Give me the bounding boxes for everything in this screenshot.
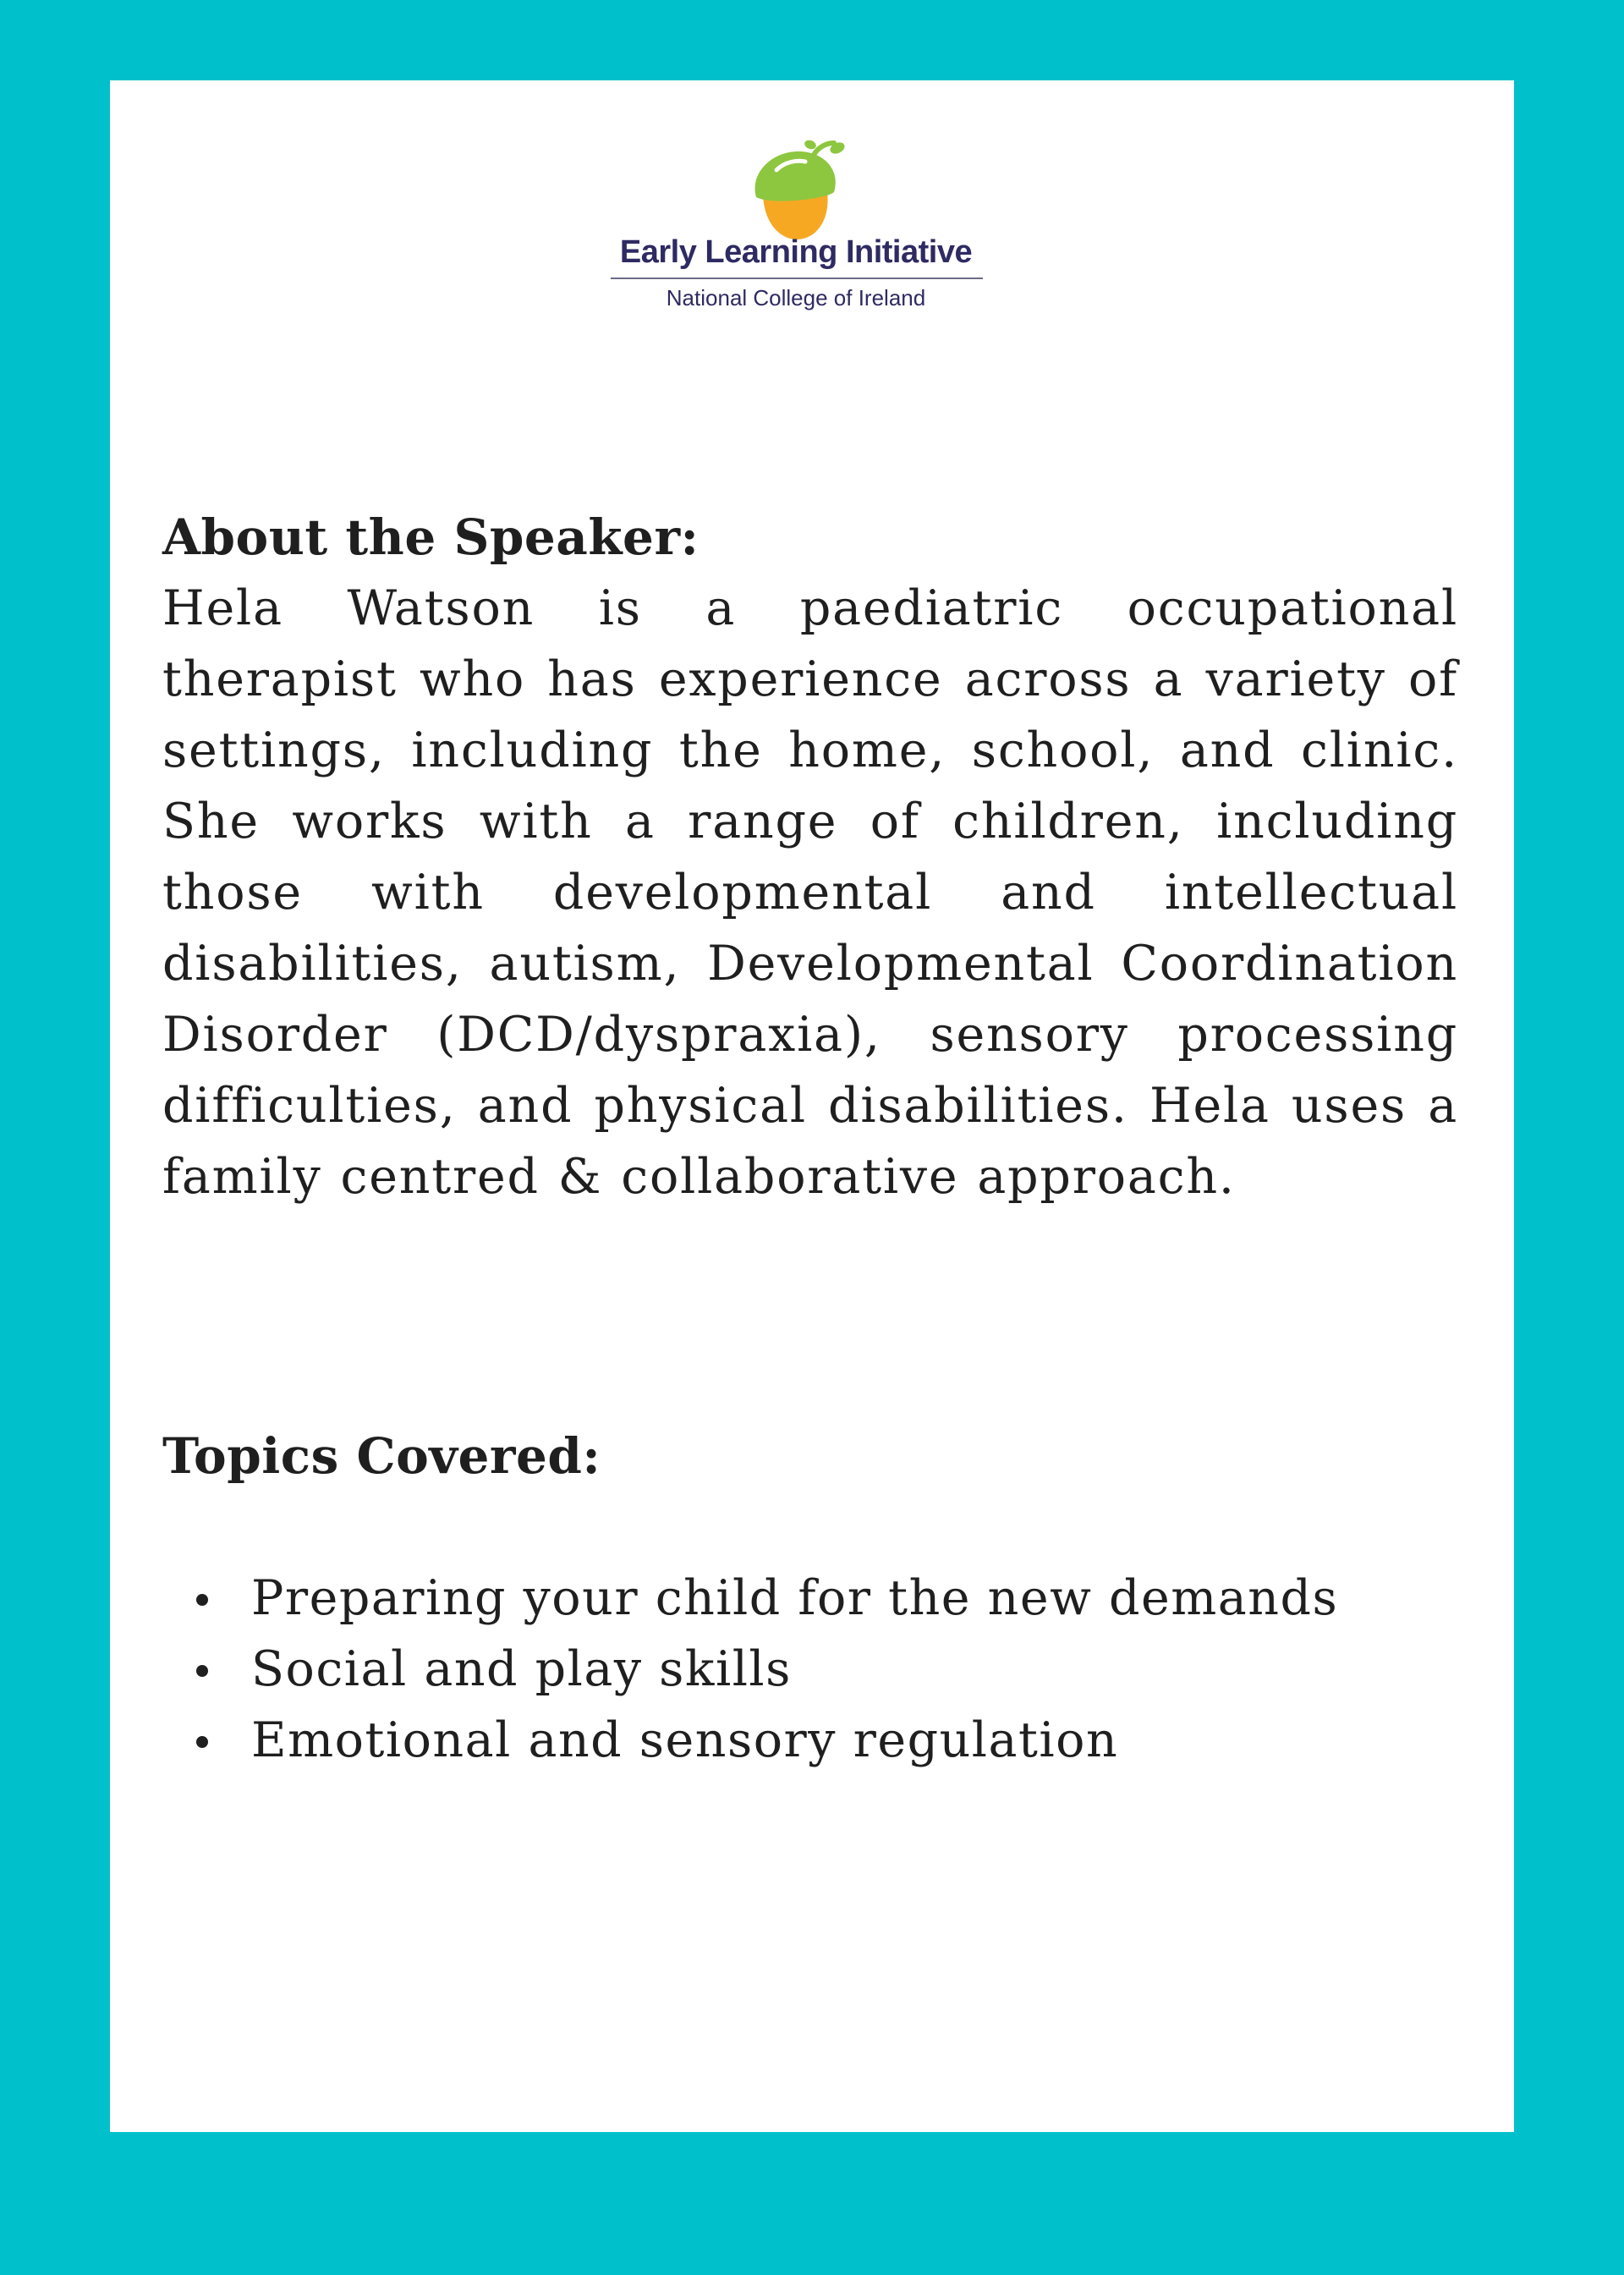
flyer-content [162,502,1458,1776]
topics-list [162,1563,1458,1776]
bullet-icon [196,1594,208,1606]
logo-divider [611,278,983,279]
flyer-page [110,80,1514,2132]
topics-heading: Topics Covered: [162,1427,601,1485]
topic-item [162,1705,1458,1776]
speaker-heading: About the Speaker: [162,508,700,566]
topic-item [162,1634,1458,1705]
topic-text: Preparing your child for the new demands [251,1570,1339,1626]
acorn-icon [746,140,856,241]
bullet-icon [196,1736,208,1748]
logo [609,140,1015,309]
bullet-icon [196,1665,208,1677]
topic-item [162,1563,1458,1634]
logo-subtitle: National College of Ireland [666,285,926,310]
topic-text: Emotional and sensory regulation [251,1712,1119,1768]
logo-title: Early Learning Initiative [619,234,973,270]
speaker-bio: Hela Watson is a paediatric occupational therapist who has experience across a variety of settings, including the home, school, and clinic. She works with a range of children, including those with developmental and intellectual disabilities, autism, Developmental Coordination Disorder (DCD/dyspraxia), sensory processing difficulties, and physical disabilities. Hela uses a family centred & collaborative approach. [162,580,1458,1205]
topic-text: Social and play skills [251,1641,792,1697]
